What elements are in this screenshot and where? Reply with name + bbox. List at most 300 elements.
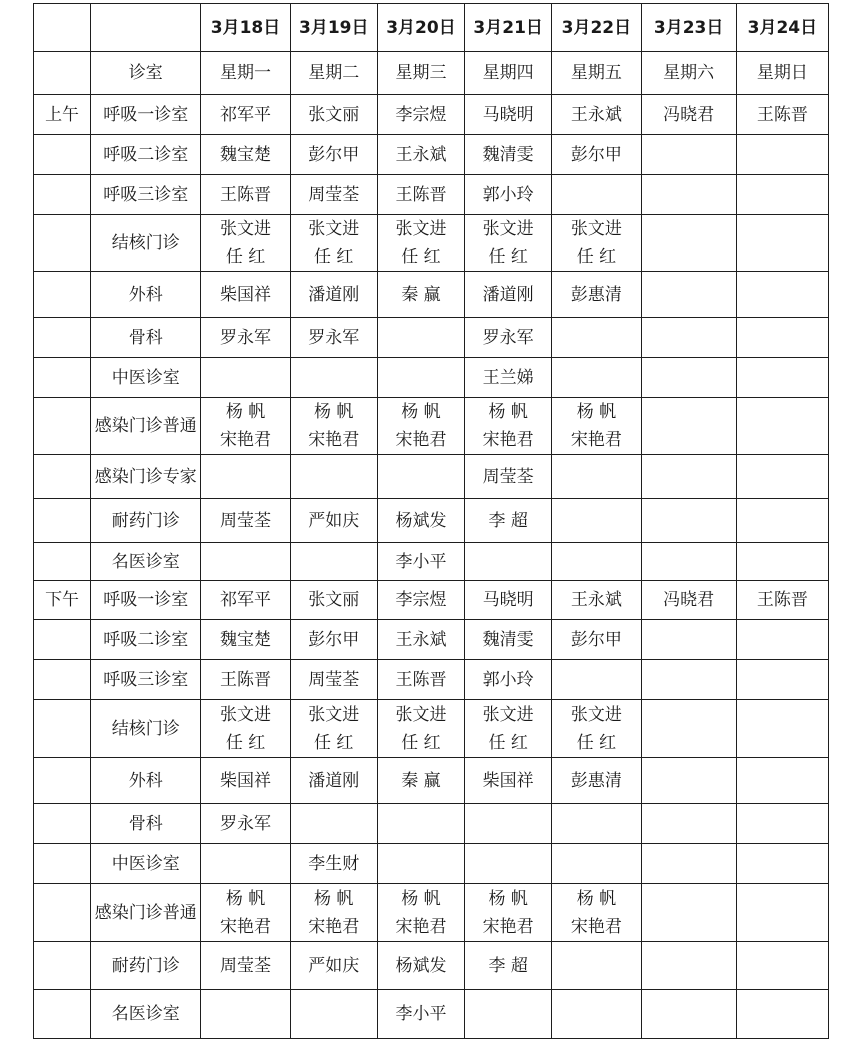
schedule-row bbox=[34, 700, 829, 758]
doctor-name: 王永斌 bbox=[395, 629, 447, 650]
doctor-name: 李 超 bbox=[488, 510, 528, 531]
doctor-cell bbox=[377, 844, 464, 884]
doctor-cell bbox=[736, 499, 828, 543]
doctor-cell bbox=[201, 543, 290, 581]
doctor-name: 柴国祥 bbox=[220, 284, 272, 305]
clinic-header: 诊室 bbox=[91, 52, 201, 95]
doctor-cell bbox=[377, 758, 464, 804]
doctor-cell bbox=[641, 844, 736, 884]
doctor-name: 张文进 bbox=[220, 704, 272, 725]
doctor-cell bbox=[377, 581, 464, 620]
weekday-header-row bbox=[34, 52, 829, 95]
corner-cell bbox=[34, 4, 91, 52]
doctor-name: 宋艳君 bbox=[395, 916, 447, 937]
clinic-name: 骨科 bbox=[91, 804, 201, 844]
doctor-cell bbox=[465, 358, 552, 398]
doctor-name: 柴国祥 bbox=[482, 770, 534, 791]
doctor-name: 张文进 bbox=[482, 704, 534, 725]
doctor-name: 罗永军 bbox=[220, 813, 272, 834]
doctor-cell bbox=[641, 318, 736, 358]
doctor-cell bbox=[290, 758, 377, 804]
schedule-row bbox=[34, 398, 829, 455]
date-header: 3月21日 bbox=[465, 4, 552, 52]
schedule-row bbox=[34, 358, 829, 398]
doctor-name: 祁军平 bbox=[220, 590, 272, 610]
doctor-name: 任 红 bbox=[576, 732, 617, 753]
doctor-cell bbox=[201, 95, 290, 135]
schedule-row bbox=[34, 318, 829, 358]
doctor-name: 周莹荃 bbox=[482, 466, 534, 487]
doctor-name: 李小平 bbox=[395, 551, 447, 572]
doctor-cell bbox=[377, 499, 464, 543]
doctor-cell bbox=[736, 543, 828, 581]
period-cell bbox=[34, 660, 91, 700]
schedule-row bbox=[34, 884, 829, 942]
period-cell bbox=[34, 758, 91, 804]
schedule-body bbox=[34, 4, 829, 1039]
doctor-cell bbox=[641, 398, 736, 455]
doctor-name: 杨 帆 bbox=[225, 888, 266, 909]
schedule-row bbox=[34, 455, 829, 499]
doctor-cell bbox=[290, 215, 377, 272]
doctor-cell bbox=[377, 175, 464, 215]
period-cell bbox=[34, 990, 91, 1039]
doctor-name: 马晓明 bbox=[482, 590, 534, 610]
doctor-cell bbox=[736, 135, 828, 175]
doctor-name: 宋艳君 bbox=[570, 430, 622, 450]
doctor-name: 张文丽 bbox=[308, 104, 360, 125]
doctor-name: 彭尔甲 bbox=[570, 144, 622, 165]
period-cell: 上午 bbox=[34, 95, 91, 135]
doctor-cell bbox=[736, 272, 828, 318]
doctor-cell bbox=[736, 398, 828, 455]
schedule-row bbox=[34, 758, 829, 804]
date-header: 3月19日 bbox=[290, 4, 377, 52]
doctor-cell bbox=[552, 358, 641, 398]
doctor-name: 任 红 bbox=[401, 732, 441, 753]
schedule-row bbox=[34, 804, 829, 844]
doctor-cell bbox=[736, 990, 828, 1039]
doctor-name: 周莹荃 bbox=[220, 955, 272, 976]
doctor-cell bbox=[641, 95, 736, 135]
date-header: 3月20日 bbox=[377, 4, 464, 52]
doctor-cell bbox=[465, 95, 552, 135]
schedule-row bbox=[34, 660, 829, 700]
doctor-name: 王永斌 bbox=[570, 104, 622, 125]
clinic-name: 外科 bbox=[91, 758, 201, 804]
doctor-name: 杨 帆 bbox=[576, 888, 617, 909]
doctor-cell bbox=[552, 318, 641, 358]
doctor-name: 任 红 bbox=[225, 247, 266, 267]
doctor-cell bbox=[201, 499, 290, 543]
doctor-name: 杨斌发 bbox=[395, 955, 447, 976]
doctor-name: 秦 赢 bbox=[401, 284, 441, 305]
period-cell bbox=[34, 700, 91, 758]
doctor-cell bbox=[465, 215, 552, 272]
corner-cell bbox=[91, 4, 201, 52]
doctor-name: 罗永军 bbox=[308, 327, 360, 348]
doctor-cell bbox=[290, 804, 377, 844]
period-cell bbox=[34, 272, 91, 318]
doctor-cell bbox=[465, 620, 552, 660]
doctor-cell bbox=[201, 990, 290, 1039]
doctor-cell bbox=[552, 581, 641, 620]
doctor-cell bbox=[552, 135, 641, 175]
period-cell bbox=[34, 543, 91, 581]
doctor-cell bbox=[290, 581, 377, 620]
weekday-header: 星期五 bbox=[552, 52, 641, 95]
doctor-cell bbox=[552, 844, 641, 884]
doctor-name: 王陈晋 bbox=[220, 669, 272, 690]
doctor-cell bbox=[290, 398, 377, 455]
doctor-cell bbox=[201, 358, 290, 398]
doctor-cell bbox=[552, 95, 641, 135]
weekday-header: 星期六 bbox=[641, 52, 736, 95]
doctor-name: 任 红 bbox=[314, 247, 354, 267]
doctor-cell bbox=[736, 620, 828, 660]
doctor-cell bbox=[201, 581, 290, 620]
period-cell: 下午 bbox=[34, 581, 91, 620]
doctor-cell bbox=[552, 700, 641, 758]
doctor-cell bbox=[201, 844, 290, 884]
doctor-name: 李 超 bbox=[488, 955, 528, 976]
clinic-name: 外科 bbox=[91, 272, 201, 318]
schedule-row bbox=[34, 543, 829, 581]
doctor-name: 冯晓君 bbox=[663, 590, 715, 610]
doctor-cell bbox=[201, 398, 290, 455]
doctor-name: 张文进 bbox=[395, 704, 447, 725]
doctor-name: 杨 帆 bbox=[401, 402, 441, 422]
clinic-name: 呼吸三诊室 bbox=[91, 175, 201, 215]
doctor-cell bbox=[552, 215, 641, 272]
period-cell bbox=[34, 942, 91, 990]
period-cell bbox=[34, 804, 91, 844]
doctor-name: 周莹荃 bbox=[308, 669, 360, 690]
schedule-row bbox=[34, 990, 829, 1039]
doctor-cell bbox=[377, 942, 464, 990]
doctor-cell bbox=[641, 455, 736, 499]
clinic-name: 名医诊室 bbox=[91, 990, 201, 1039]
doctor-name: 马晓明 bbox=[482, 104, 534, 125]
doctor-name: 宋艳君 bbox=[482, 916, 534, 937]
doctor-cell bbox=[290, 844, 377, 884]
doctor-cell bbox=[552, 804, 641, 844]
clinic-name: 感染门诊普通 bbox=[91, 884, 201, 942]
doctor-cell bbox=[736, 175, 828, 215]
doctor-cell bbox=[736, 942, 828, 990]
doctor-name: 任 红 bbox=[576, 247, 617, 267]
doctor-cell bbox=[290, 620, 377, 660]
corner-cell bbox=[34, 52, 91, 95]
doctor-name: 宋艳君 bbox=[570, 916, 622, 937]
doctor-cell bbox=[465, 844, 552, 884]
doctor-cell bbox=[641, 660, 736, 700]
doctor-name: 潘道刚 bbox=[308, 770, 360, 791]
doctor-name: 任 红 bbox=[401, 247, 441, 267]
schedule-row bbox=[34, 844, 829, 884]
doctor-name: 王陈晋 bbox=[756, 590, 808, 610]
clinic-name: 骨科 bbox=[91, 318, 201, 358]
doctor-name: 张文进 bbox=[570, 219, 622, 239]
doctor-cell bbox=[736, 660, 828, 700]
period-cell bbox=[34, 358, 91, 398]
doctor-cell bbox=[552, 398, 641, 455]
doctor-cell bbox=[736, 95, 828, 135]
doctor-cell bbox=[201, 318, 290, 358]
doctor-name: 周莹荃 bbox=[308, 184, 360, 205]
doctor-cell bbox=[290, 318, 377, 358]
weekday-header: 星期四 bbox=[465, 52, 552, 95]
doctor-name: 柴国祥 bbox=[220, 770, 272, 791]
period-cell bbox=[34, 499, 91, 543]
schedule-row bbox=[34, 942, 829, 990]
period-cell bbox=[34, 884, 91, 942]
doctor-cell bbox=[552, 758, 641, 804]
doctor-cell bbox=[465, 318, 552, 358]
doctor-name: 罗永军 bbox=[482, 327, 534, 348]
doctor-name: 郭小玲 bbox=[482, 669, 534, 690]
doctor-cell bbox=[290, 455, 377, 499]
doctor-name: 严如庆 bbox=[308, 955, 360, 976]
doctor-cell bbox=[201, 942, 290, 990]
date-header: 3月22日 bbox=[552, 4, 641, 52]
doctor-name: 宋艳君 bbox=[220, 430, 272, 450]
doctor-cell bbox=[641, 135, 736, 175]
clinic-name: 结核门诊 bbox=[91, 700, 201, 758]
doctor-name: 杨 帆 bbox=[401, 888, 441, 909]
doctor-name: 秦 赢 bbox=[401, 770, 441, 791]
doctor-cell bbox=[377, 455, 464, 499]
doctor-cell bbox=[201, 135, 290, 175]
doctor-cell bbox=[377, 884, 464, 942]
doctor-cell bbox=[465, 660, 552, 700]
period-cell bbox=[34, 135, 91, 175]
doctor-cell bbox=[465, 700, 552, 758]
clinic-name: 结核门诊 bbox=[91, 215, 201, 272]
doctor-cell bbox=[552, 990, 641, 1039]
doctor-cell bbox=[377, 990, 464, 1039]
doctor-cell bbox=[290, 95, 377, 135]
doctor-cell bbox=[736, 318, 828, 358]
schedule-row bbox=[34, 215, 829, 272]
doctor-name: 王陈晋 bbox=[220, 184, 272, 205]
doctor-cell bbox=[465, 990, 552, 1039]
doctor-cell bbox=[377, 358, 464, 398]
doctor-name: 张文进 bbox=[308, 219, 360, 239]
doctor-cell bbox=[641, 804, 736, 844]
doctor-cell bbox=[465, 758, 552, 804]
doctor-cell bbox=[201, 272, 290, 318]
doctor-cell bbox=[465, 543, 552, 581]
doctor-cell bbox=[201, 620, 290, 660]
doctor-name: 严如庆 bbox=[308, 510, 360, 531]
doctor-cell bbox=[290, 884, 377, 942]
doctor-cell bbox=[201, 804, 290, 844]
doctor-name: 张文进 bbox=[308, 704, 360, 725]
clinic-name: 名医诊室 bbox=[91, 543, 201, 581]
doctor-name: 彭惠清 bbox=[570, 770, 622, 791]
doctor-cell bbox=[465, 804, 552, 844]
doctor-cell bbox=[290, 358, 377, 398]
clinic-name: 呼吸三诊室 bbox=[91, 660, 201, 700]
doctor-name: 潘道刚 bbox=[482, 284, 534, 305]
doctor-name: 张文进 bbox=[220, 219, 272, 239]
doctor-cell bbox=[641, 700, 736, 758]
doctor-cell bbox=[201, 215, 290, 272]
doctor-name: 王兰娣 bbox=[482, 367, 534, 388]
clinic-name: 中医诊室 bbox=[91, 358, 201, 398]
doctor-name: 魏清雯 bbox=[482, 144, 534, 165]
doctor-name: 罗永军 bbox=[220, 327, 272, 348]
clinic-name: 感染门诊普通 bbox=[91, 398, 201, 455]
doctor-name: 张文进 bbox=[482, 219, 534, 239]
doctor-name: 宋艳君 bbox=[308, 430, 360, 450]
doctor-cell bbox=[736, 581, 828, 620]
doctor-cell bbox=[641, 884, 736, 942]
doctor-cell bbox=[641, 543, 736, 581]
doctor-name: 周莹荃 bbox=[220, 510, 272, 531]
period-cell bbox=[34, 844, 91, 884]
doctor-cell bbox=[290, 272, 377, 318]
doctor-cell bbox=[465, 175, 552, 215]
doctor-cell bbox=[736, 884, 828, 942]
doctor-cell bbox=[377, 272, 464, 318]
doctor-cell bbox=[377, 215, 464, 272]
doctor-name: 杨斌发 bbox=[395, 510, 447, 531]
doctor-cell bbox=[377, 804, 464, 844]
doctor-name: 彭尔甲 bbox=[308, 629, 360, 650]
doctor-cell bbox=[736, 700, 828, 758]
doctor-cell bbox=[552, 543, 641, 581]
doctor-name: 魏宝楚 bbox=[220, 144, 272, 165]
clinic-name: 耐药门诊 bbox=[91, 942, 201, 990]
doctor-name: 彭尔甲 bbox=[308, 144, 360, 165]
doctor-cell bbox=[290, 660, 377, 700]
doctor-name: 杨 帆 bbox=[576, 402, 617, 422]
doctor-name: 魏宝楚 bbox=[220, 629, 272, 650]
doctor-name: 李小平 bbox=[395, 1004, 447, 1024]
date-header: 3月23日 bbox=[641, 4, 736, 52]
date-header: 3月18日 bbox=[201, 4, 290, 52]
schedule-row bbox=[34, 620, 829, 660]
schedule-row bbox=[34, 272, 829, 318]
doctor-cell bbox=[290, 942, 377, 990]
clinic-name: 耐药门诊 bbox=[91, 499, 201, 543]
date-header: 3月24日 bbox=[736, 4, 828, 52]
doctor-cell bbox=[465, 135, 552, 175]
doctor-name: 魏清雯 bbox=[482, 629, 534, 650]
doctor-cell bbox=[465, 272, 552, 318]
doctor-cell bbox=[201, 175, 290, 215]
weekday-header: 星期三 bbox=[377, 52, 464, 95]
doctor-cell bbox=[552, 660, 641, 700]
doctor-cell bbox=[377, 135, 464, 175]
period-cell bbox=[34, 215, 91, 272]
doctor-cell bbox=[736, 455, 828, 499]
doctor-cell bbox=[736, 215, 828, 272]
clinic-name: 呼吸二诊室 bbox=[91, 620, 201, 660]
doctor-name: 张文进 bbox=[570, 704, 622, 725]
doctor-name: 郭小玲 bbox=[482, 184, 534, 205]
doctor-cell bbox=[290, 175, 377, 215]
doctor-cell bbox=[552, 272, 641, 318]
doctor-name: 张文进 bbox=[395, 219, 447, 239]
doctor-name: 任 红 bbox=[488, 732, 528, 753]
doctor-name: 潘道刚 bbox=[308, 284, 360, 305]
doctor-cell bbox=[201, 884, 290, 942]
doctor-cell bbox=[552, 499, 641, 543]
period-cell bbox=[34, 455, 91, 499]
weekday-header: 星期二 bbox=[290, 52, 377, 95]
doctor-cell bbox=[641, 758, 736, 804]
doctor-cell bbox=[736, 844, 828, 884]
doctor-name: 宋艳君 bbox=[308, 916, 360, 937]
doctor-cell bbox=[641, 175, 736, 215]
doctor-cell bbox=[377, 95, 464, 135]
doctor-name: 杨 帆 bbox=[314, 888, 354, 909]
doctor-cell bbox=[290, 990, 377, 1039]
doctor-cell bbox=[641, 272, 736, 318]
doctor-name: 王陈晋 bbox=[395, 184, 447, 205]
doctor-cell bbox=[552, 942, 641, 990]
doctor-cell bbox=[552, 175, 641, 215]
doctor-name: 彭尔甲 bbox=[570, 629, 622, 650]
doctor-cell bbox=[552, 620, 641, 660]
clinic-name: 中医诊室 bbox=[91, 844, 201, 884]
period-cell bbox=[34, 318, 91, 358]
doctor-cell bbox=[201, 758, 290, 804]
doctor-cell bbox=[736, 358, 828, 398]
doctor-name: 宋艳君 bbox=[395, 430, 447, 450]
doctor-name: 任 红 bbox=[488, 247, 528, 267]
doctor-cell bbox=[465, 499, 552, 543]
doctor-name: 王陈晋 bbox=[756, 104, 808, 125]
doctor-cell bbox=[201, 455, 290, 499]
doctor-cell bbox=[641, 942, 736, 990]
doctor-cell bbox=[290, 135, 377, 175]
schedule-row bbox=[34, 499, 829, 543]
doctor-cell bbox=[290, 499, 377, 543]
schedule-table bbox=[33, 3, 829, 1039]
doctor-cell bbox=[641, 990, 736, 1039]
weekday-header: 星期一 bbox=[201, 52, 290, 95]
doctor-name: 李宗煜 bbox=[395, 590, 447, 610]
doctor-cell bbox=[641, 620, 736, 660]
doctor-name: 冯晓君 bbox=[663, 104, 715, 125]
doctor-name: 宋艳君 bbox=[220, 916, 272, 937]
clinic-name: 呼吸一诊室 bbox=[91, 95, 201, 135]
doctor-cell bbox=[641, 499, 736, 543]
doctor-name: 王永斌 bbox=[395, 144, 447, 165]
doctor-cell bbox=[641, 581, 736, 620]
doctor-cell bbox=[641, 215, 736, 272]
doctor-cell bbox=[465, 455, 552, 499]
clinic-name: 感染门诊专家 bbox=[91, 455, 201, 499]
doctor-cell bbox=[201, 660, 290, 700]
doctor-cell bbox=[377, 660, 464, 700]
doctor-name: 王陈晋 bbox=[395, 669, 447, 690]
schedule-row bbox=[34, 175, 829, 215]
schedule-row bbox=[34, 581, 829, 620]
doctor-name: 祁军平 bbox=[220, 104, 272, 125]
doctor-cell bbox=[377, 700, 464, 758]
clinic-name: 呼吸一诊室 bbox=[91, 581, 201, 620]
doctor-cell bbox=[465, 942, 552, 990]
date-header-row bbox=[34, 4, 829, 52]
clinic-name: 呼吸二诊室 bbox=[91, 135, 201, 175]
doctor-cell bbox=[377, 398, 464, 455]
doctor-name: 杨 帆 bbox=[225, 402, 266, 422]
